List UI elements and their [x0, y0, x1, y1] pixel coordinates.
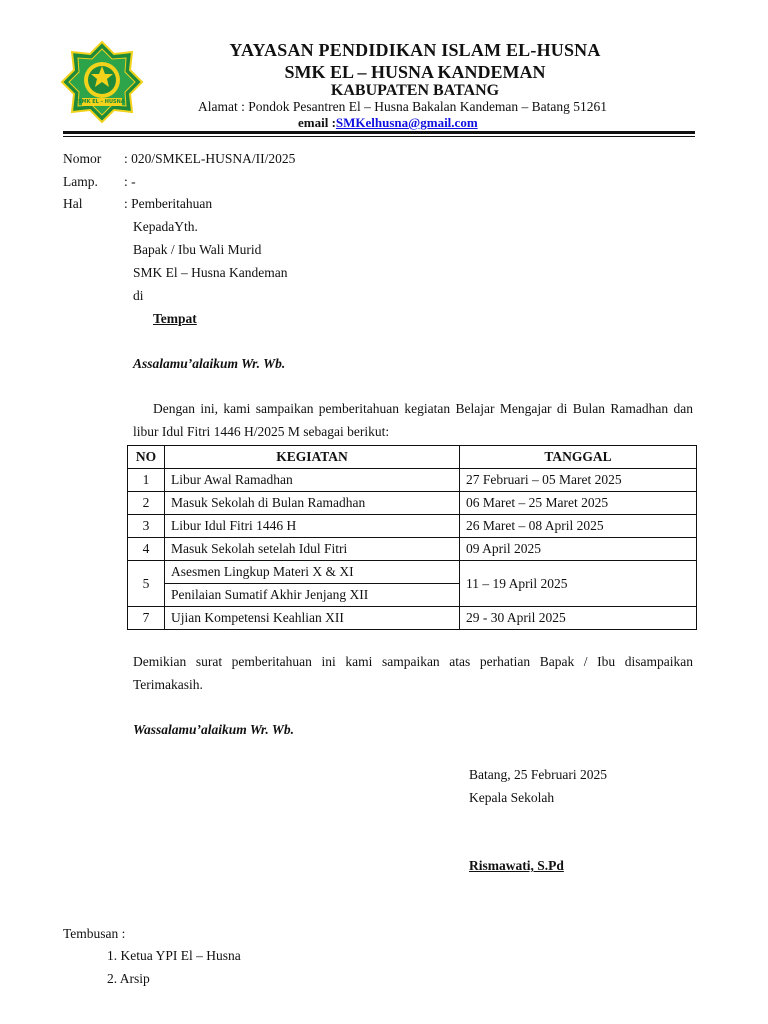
signature-title: Kepala Sekolah: [469, 790, 555, 805]
row-kegiatan: Asesmen Lingkup Materi X & XI: [165, 561, 460, 584]
row-tanggal: 06 Maret – 25 Maret 2025: [460, 492, 697, 515]
header-no: NO: [128, 446, 165, 469]
cc-label: Tembusan :: [63, 926, 126, 941]
hal-label: Hal: [63, 196, 83, 211]
recipient-line-3: SMK El – Husna Kandeman: [133, 265, 288, 280]
nomor-value: : 020/SMKEL-HUSNA/II/2025: [124, 151, 296, 166]
row-tanggal: 11 – 19 April 2025: [460, 561, 697, 607]
row-tanggal: 09 April 2025: [460, 538, 697, 561]
letterhead-rule-thick: [63, 131, 695, 134]
row-no: 7: [128, 607, 165, 630]
foundation-name: YAYASAN PENDIDIKAN ISLAM EL-HUSNA: [229, 40, 601, 60]
row-kegiatan: Masuk Sekolah setelah Idul Fitri: [165, 538, 460, 561]
hal-value: : Pemberitahuan: [124, 196, 213, 211]
row-kegiatan: Penilaian Sumatif Akhir Jenjang XII: [165, 584, 460, 607]
greeting: Assalamu’alaikum Wr. Wb.: [133, 356, 286, 371]
row-no: 4: [128, 538, 165, 561]
row-no: 2: [128, 492, 165, 515]
table-row: [128, 469, 697, 492]
header-kegiatan: KEGIATAN: [165, 446, 460, 469]
school-logo: [60, 40, 144, 124]
intro-paragraph: Dengan ini, kami sampaikan pemberitahuan kegiatan Belajar Mengajar di Bulan Ramadhan dan libur Idul Fitri 1446 H/2025 M sebagai berikut:: [133, 401, 693, 439]
school-name: SMK EL – HUSNA KANDEMAN: [284, 62, 546, 82]
row-no: 1: [128, 469, 165, 492]
school-address: Alamat : Pondok Pesantren El – Husna Bakalan Kandeman – Batang 51261: [198, 99, 608, 114]
row-tanggal: 29 - 30 April 2025: [460, 607, 697, 630]
recipient-place: Tempat: [153, 311, 197, 326]
header-tanggal: TANGGAL: [460, 446, 697, 469]
table-row: [128, 492, 697, 515]
signature-name: Rismawati, S.Pd: [469, 858, 564, 873]
table-row: [128, 538, 697, 561]
regency-name: KABUPATEN BATANG: [330, 82, 500, 99]
nomor-label: Nomor: [63, 151, 102, 166]
row-kegiatan: Libur Awal Ramadhan: [165, 469, 460, 492]
row-tanggal: 27 Februari – 05 Maret 2025: [460, 469, 697, 492]
email-line: [298, 115, 478, 131]
lamp-value: : -: [124, 174, 136, 189]
row-no: 3: [128, 515, 165, 538]
farewell: Wassalamu’alaikum Wr. Wb.: [133, 722, 295, 737]
signature-place-date: Batang, 25 Februari 2025: [469, 767, 607, 782]
email-link[interactable]: SMKelhusna@gmail.com: [335, 115, 478, 130]
letterhead-rule-thin: [63, 136, 695, 137]
row-tanggal: 26 Maret – 08 April 2025: [460, 515, 697, 538]
cc-item: 2. Arsip: [107, 971, 150, 986]
row-kegiatan: Masuk Sekolah di Bulan Ramadhan: [165, 492, 460, 515]
logo-caption: SMK EL – HUSNA: [78, 99, 125, 105]
closing-paragraph: Demikian surat pemberitahuan ini kami sampaikan atas perhatian Bapak / Ibu disampaikan Terimakasih.: [133, 654, 693, 692]
lamp-label: Lamp.: [63, 174, 98, 189]
table-row: [128, 561, 697, 584]
row-kegiatan: Ujian Kompetensi Keahlian XII: [165, 607, 460, 630]
row-no: 5: [128, 561, 165, 607]
table-row: [128, 515, 697, 538]
cc-item: 1. Ketua YPI El – Husna: [107, 948, 241, 963]
table-row: [128, 607, 697, 630]
row-kegiatan: Libur Idul Fitri 1446 H: [165, 515, 460, 538]
recipient-line-2: Bapak / Ibu Wali Murid: [133, 242, 262, 257]
school-logo-icon: [60, 40, 144, 124]
activity-table: [127, 445, 697, 630]
table-header-row: [128, 446, 697, 469]
email-label: email :: [298, 115, 336, 130]
recipient-line-1: KepadaYth.: [133, 219, 198, 234]
recipient-line-4: di: [133, 288, 144, 303]
